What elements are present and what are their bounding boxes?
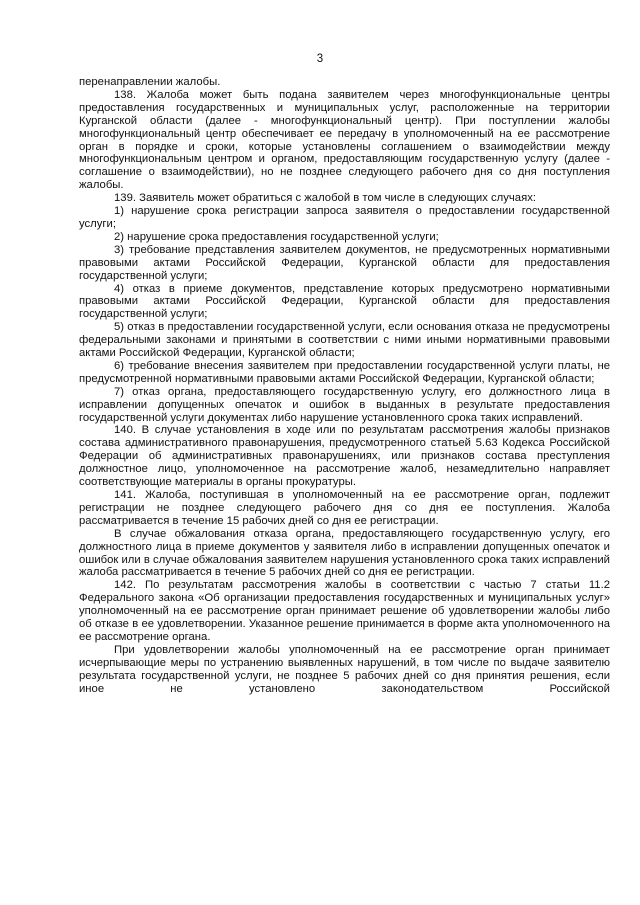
list-item-4: 4) отказ в приеме документов, представление которых предусмотрено нормативными правовыми актами Российской Федерации, Курганской области для предоставления государственной услуги; — [79, 282, 610, 321]
list-item-2: 2) нарушение срока предоставления государственной услуги; — [114, 230, 439, 243]
page-number: 3 — [316, 53, 324, 65]
paragraph-142-cont: При удовлетворении жалобы уполномоченный на ее рассмотрение орган принимает исчерпывающие меры по устранению выявленных нарушений, в том числе по выдаче заявителю результата государственной услуги, не позднее 5 рабочих дней со дня принятия решения, если иное не установлено законодательством Российской — [79, 643, 610, 695]
list-item-3: 3) требование представления заявителем документов, не предусмотренных нормативными правовыми актами Российской Федерации, Курганской области для предоставления государственной услуги; — [79, 243, 610, 282]
paragraph-139: 139. Заявитель может обратиться с жалобой в том числе в следующих случаях: — [114, 192, 536, 205]
list-item-1: 1) нарушение срока регистрации запроса заявителя о предоставлении государственной услуги; — [79, 205, 610, 230]
list-item-5: 5) отказ в предоставлении государственной услуги, если основания отказа не предусмотрены федеральными законами и принятыми в соответствии с ними иными нормативными правовыми актами Российской Федерации, Курганской области; — [79, 321, 610, 360]
paragraph-140: 140. В случае установления в ходе или по результатам рассмотрения жалобы признаков состава административного правонарушения, предусмотренного статьей 5.63 Кодекса Российской Федерации об административных правонарушениях, или признаков состава преступления должностное лицо, уполномоченное на рассмотрение жалоб, незамедлительно направляет соответствующие материалы в органы прокуратуры. — [79, 424, 610, 489]
paragraph-141-cont: В случае обжалования отказа органа, предоставляющего государственную услугу, его должностного лица в приеме документов у заявителя либо в исправлении допущенных опечаток и ошибок или в случае обжалования заявителем нарушения установленного срока таких исправлений жалоба рассматривается в течение 5 рабочих дней со дня ее регистрации. — [79, 527, 610, 579]
list-item-6: 6) требование внесения заявителем при предоставлении государственной услуги платы, не предусмотренной нормативными правовыми актами Российской Федерации, Курганской области; — [79, 359, 610, 385]
list-item-7: 7) отказ органа, предоставляющего государственную услугу, его должностного лица в исправлении допущенных опечаток и ошибок в выданных в результате предоставления государственной услуги документах либо нарушение установленного срока таких исправлений. — [79, 385, 610, 424]
paragraph-continuation: перенаправлении жалобы. — [79, 76, 221, 88]
paragraph-141: 141. Жалоба, поступившая в уполномоченный на ее рассмотрение орган, подлежит регистрации не позднее следующего рабочего дня со дня ее поступления. Жалоба рассматривается в течение 15 рабочих дней со дня ее регистрации. — [79, 489, 610, 527]
paragraph-138: 138. Жалоба может быть подана заявителем через многофункциональные центры предоставления государственных и муниципальных услуг, расположенные на территории Курганской области (далее - многофункциональный центр). При поступлении жалобы многофункциональный центр обеспечивает ее передачу в уполномоченный на ее рассмотрение орган в порядке и сроки, которые установлены соглашением о взаимодействии между многофункциональным центром и органом, предоставляющим государственную услугу (далее - соглашение о взаимодействии), но не позднее следующего рабочего дня со дня поступления жалобы. — [79, 88, 610, 192]
document-body — [79, 76, 610, 696]
paragraph-142: 142. По результатам рассмотрения жалобы в соответствии с частью 7 статьи 11.2 Федерального закона «Об организации предоставления государственных и муниципальных услуг» уполномоченный на ее рассмотрение орган принимает решение об удовлетворении жалобы либо об отказе в ее удовлетворении. Указанное решение принимается в форме акта уполномоченного на ее рассмотрение органа. — [79, 579, 610, 643]
